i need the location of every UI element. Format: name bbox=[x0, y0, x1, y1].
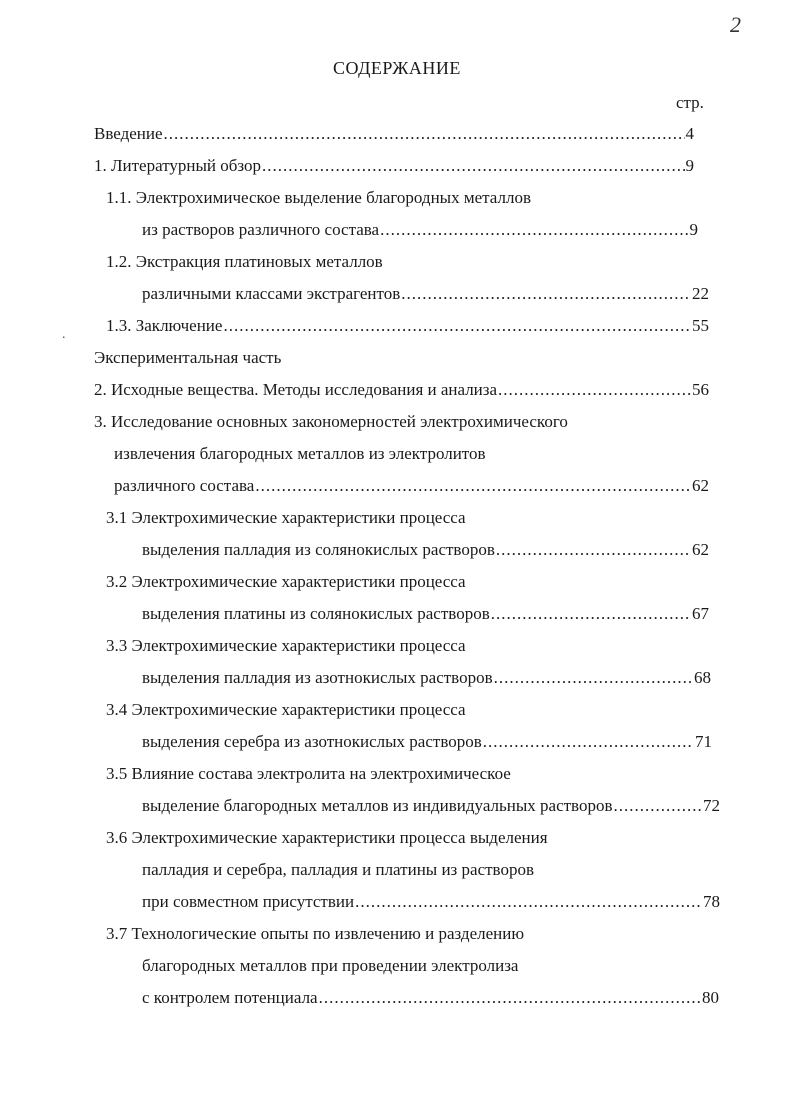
page-number: 2 bbox=[730, 12, 741, 37]
toc-entry-3-6 bbox=[142, 892, 720, 916]
toc-page-number: 67 bbox=[692, 604, 709, 623]
toc-entry-intro bbox=[94, 124, 694, 148]
toc-entry-chapter-1 bbox=[94, 156, 694, 180]
toc-entry-3-1 bbox=[142, 540, 709, 564]
toc-entry-3-5 bbox=[142, 796, 720, 820]
toc-entry-3-7 bbox=[142, 988, 719, 1012]
leader-dots bbox=[164, 124, 685, 144]
page-column-label: стр. bbox=[676, 93, 704, 112]
toc-section-experimental: Экспериментальная часть bbox=[94, 348, 282, 367]
toc-entry-text: при совместном присутствии bbox=[142, 892, 355, 911]
leader-dots bbox=[223, 316, 691, 336]
toc-entry-text: 2. Исходные вещества. Методы исследования и анализа bbox=[94, 380, 498, 399]
toc-page-number: 9 bbox=[689, 220, 698, 239]
toc-page-number: 80 bbox=[702, 988, 719, 1007]
toc-entry-text: 1.3. Заключение bbox=[106, 316, 223, 335]
leader-dots bbox=[355, 892, 702, 912]
toc-page-number: 78 bbox=[703, 892, 720, 911]
leader-dots bbox=[401, 284, 691, 304]
page-title: СОДЕРЖАНИЕ bbox=[333, 58, 461, 78]
toc-entry-chapter-3 bbox=[114, 476, 709, 500]
toc-entry-text: выделения платины из солянокислых растворов bbox=[142, 604, 490, 623]
toc-entry-chapter-3-line2: извлечения благородных металлов из электролитов bbox=[114, 444, 486, 463]
margin-mark: . bbox=[62, 327, 66, 342]
leader-dots bbox=[491, 604, 691, 624]
toc-entry-3-7-line1: 3.7 Технологические опыты по извлечению и разделению bbox=[106, 924, 525, 943]
toc-page-number: 56 bbox=[692, 380, 709, 399]
toc-entry-chapter-2 bbox=[94, 380, 709, 404]
toc-entry-3-5-line1: 3.5 Влияние состава электролита на электрохимическое bbox=[106, 764, 511, 783]
toc-entry-1-2 bbox=[142, 284, 709, 308]
toc-entry-3-4-line1: 3.4 Электрохимические характеристики процесса bbox=[106, 700, 466, 719]
toc-entry-3-1-line1: 3.1 Электрохимические характеристики процесса bbox=[106, 508, 466, 527]
leader-dots bbox=[614, 796, 703, 816]
toc-page-number: 71 bbox=[695, 732, 712, 751]
toc-entry-text: из растворов различного состава bbox=[142, 220, 380, 239]
toc-entry-3-7-line2: благородных металлов при проведении электролиза bbox=[142, 956, 519, 975]
toc-entry-3-4 bbox=[142, 732, 712, 756]
toc-page-number: 55 bbox=[692, 316, 709, 335]
toc-entry-text: Введение bbox=[94, 124, 163, 143]
toc-page-number: 4 bbox=[685, 124, 694, 143]
toc-entry-text: различными классами экстрагентов bbox=[142, 284, 401, 303]
toc-entry-text: выделения палладия из солянокислых растворов bbox=[142, 540, 495, 559]
toc-entry-1-3 bbox=[106, 316, 709, 340]
toc-entry-3-3 bbox=[142, 668, 711, 692]
leader-dots bbox=[498, 380, 691, 400]
toc-entry-text: 1. Литературный обзор bbox=[94, 156, 262, 175]
toc-entry-text: выделения палладия из азотнокислых растворов bbox=[142, 668, 493, 687]
leader-dots bbox=[380, 220, 688, 240]
toc-page-number: 68 bbox=[694, 668, 711, 687]
toc-entry-3-2 bbox=[142, 604, 709, 628]
toc-entry-1-2-line1: 1.2. Экстракция платиновых металлов bbox=[106, 252, 383, 271]
toc-page-number: 22 bbox=[692, 284, 709, 303]
leader-dots bbox=[494, 668, 693, 688]
leader-dots bbox=[255, 476, 691, 496]
toc-entry-chapter-3-line1: 3. Исследование основных закономерностей электрохимического bbox=[94, 412, 568, 431]
leader-dots bbox=[319, 988, 701, 1008]
toc-entry-text: различного состава bbox=[114, 476, 255, 495]
toc-entry-text: выделения серебра из азотнокислых растворов bbox=[142, 732, 482, 751]
toc-entry-3-2-line1: 3.2 Электрохимические характеристики процесса bbox=[106, 572, 466, 591]
toc-page-number: 62 bbox=[692, 540, 709, 559]
leader-dots bbox=[496, 540, 691, 560]
toc-page-number: 62 bbox=[692, 476, 709, 495]
toc-entry-3-3-line1: 3.3 Электрохимические характеристики процесса bbox=[106, 636, 466, 655]
toc-page-number: 72 bbox=[703, 796, 720, 815]
leader-dots bbox=[483, 732, 694, 752]
toc-entry-text: выделение благородных металлов из индивидуальных растворов bbox=[142, 796, 613, 815]
toc-entry-1-1 bbox=[142, 220, 698, 244]
toc-entry-text: с контролем потенциала bbox=[142, 988, 318, 1007]
leader-dots bbox=[262, 156, 684, 176]
toc-entry-1-1-line1: 1.1. Электрохимическое выделение благородных металлов bbox=[106, 188, 531, 207]
toc-entry-3-6-line2: палладия и серебра, палладия и платины из растворов bbox=[142, 860, 534, 879]
toc-page-number: 9 bbox=[685, 156, 694, 175]
toc-entry-3-6-line1: 3.6 Электрохимические характеристики процесса выделения bbox=[106, 828, 548, 847]
